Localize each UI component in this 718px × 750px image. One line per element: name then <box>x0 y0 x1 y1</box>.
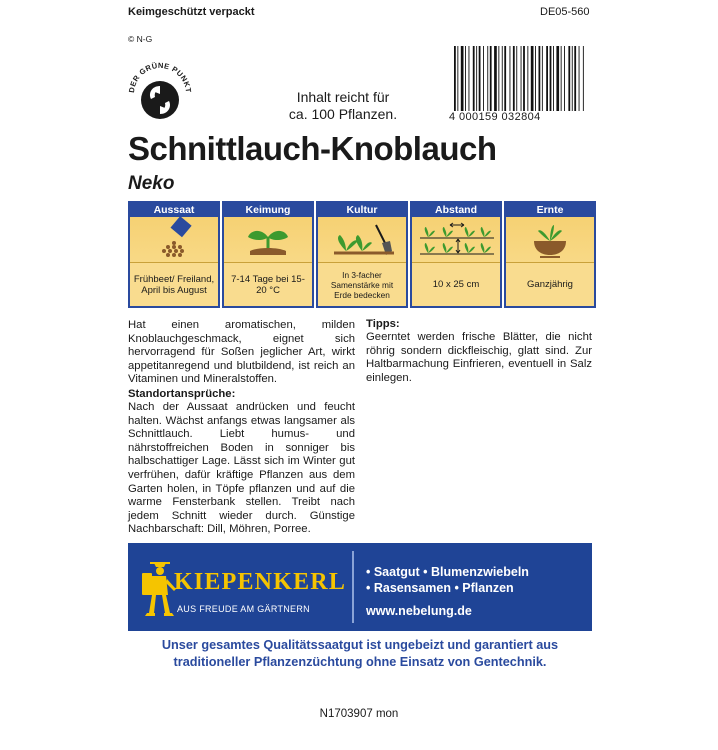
panel-ernte <box>504 201 596 308</box>
brand-logo <box>128 543 352 631</box>
kiepenkerl-figure-icon <box>140 559 178 617</box>
barcode-digits: 4 000159 032804 <box>449 111 589 123</box>
brand-banner <box>128 543 592 631</box>
copyright: © N-G <box>128 34 153 44</box>
product-title: Schnittlauch-Knoblauch <box>128 130 497 167</box>
brand-name: KIEPENKERL <box>174 569 347 595</box>
tips-text: Geerntet werden frische Blätter, die nicht röhrig sondern dickfleischig, glatt sind. Zur Haltbarmachung Einfrieren, eventuell in Salz einlegen. <box>366 331 592 384</box>
panel-text: Frühbeet/ Freiland, April bis August <box>130 262 218 306</box>
content-note-line: ca. 100 Pflanzen. <box>288 106 398 122</box>
packing-note: Keimgeschützt verpackt <box>128 6 255 18</box>
quality-note <box>128 637 592 671</box>
gruener-punkt-icon <box>124 56 196 128</box>
panel-aussaat <box>128 201 220 308</box>
plants-shovel-icon <box>318 217 406 262</box>
quality-note-line: Unser gesamtes Qualitätssaatgut ist ungebeizt und garantiert aus <box>161 638 559 652</box>
brand-website-link[interactable]: www.nebelung.de <box>366 604 472 618</box>
spacing-icon <box>412 217 500 262</box>
content-note-line: Inhalt reicht für <box>296 89 390 105</box>
footer-code: N1703907 mon <box>319 708 399 720</box>
panel-heading: Abstand <box>412 203 500 217</box>
content-note <box>262 89 424 123</box>
panel-keimung <box>222 201 314 308</box>
panel-abstand <box>410 201 502 308</box>
panel-heading: Ernte <box>506 203 594 217</box>
article-code: DE05-560 <box>540 6 590 18</box>
panel-kultur <box>316 201 408 308</box>
brand-offerings <box>366 564 588 619</box>
product-variety: Neko <box>128 173 175 194</box>
tips-heading: Tipps: <box>366 318 400 330</box>
location-heading: Standortansprüche: <box>128 388 236 400</box>
panel-text: 7-14 Tage bei 15-20 °C <box>224 262 312 306</box>
panel-text: Ganzjährig <box>506 262 594 306</box>
brand-offering-line: • Saatgut • Blumenzwiebeln <box>366 565 529 579</box>
panel-text: In 3-facher Samenstärke mit Erde bedecken <box>318 262 406 306</box>
recycling-logo-text: DER GRÜNE PUNKT <box>126 60 194 94</box>
panel-heading: Kultur <box>318 203 406 217</box>
location-text: Nach der Aussaat andrücken und feucht halten. Wächst anfangs etwas langsamer als Schnittlauch. Liebt humus- und nährstoffreichen Boden in sonniger bis halbschattiger Lage. Lässt sich im Winter gut verfrühen, dafür kräftige Pflanzen aus dem Garten holen, in Töpfe pflanzen und auf die warme Fensterbank stellen. Treibt nach jedem Schnitt wieder durch. Günstige Nachbarschaft: Dill, Möhren, Porree. <box>128 401 355 536</box>
banner-divider <box>352 551 354 623</box>
seedling-icon <box>224 217 312 262</box>
brand-offering-line: • Rasensamen • Pflanzen <box>366 581 514 595</box>
quality-note-line: traditioneller Pflanzenzüchtung ohne Einsatz von Gentechnik. <box>173 655 547 669</box>
panel-heading: Aussaat <box>130 203 218 217</box>
seed-packet-icon <box>130 217 218 262</box>
harvest-bowl-icon <box>506 217 594 262</box>
product-description: Hat einen aromatischen, milden Knoblauchgeschmack, eignet sich hervorragend für Soßen jeglicher Art, wirkt appetitanregend und blutbildend, ist reich an Vitaminen und Mineralstoffen. <box>128 319 355 386</box>
panel-heading: Keimung <box>224 203 312 217</box>
brand-tagline: AUS FREUDE AM GÄRTNERN <box>177 604 310 614</box>
panel-text: 10 x 25 cm <box>412 262 500 306</box>
